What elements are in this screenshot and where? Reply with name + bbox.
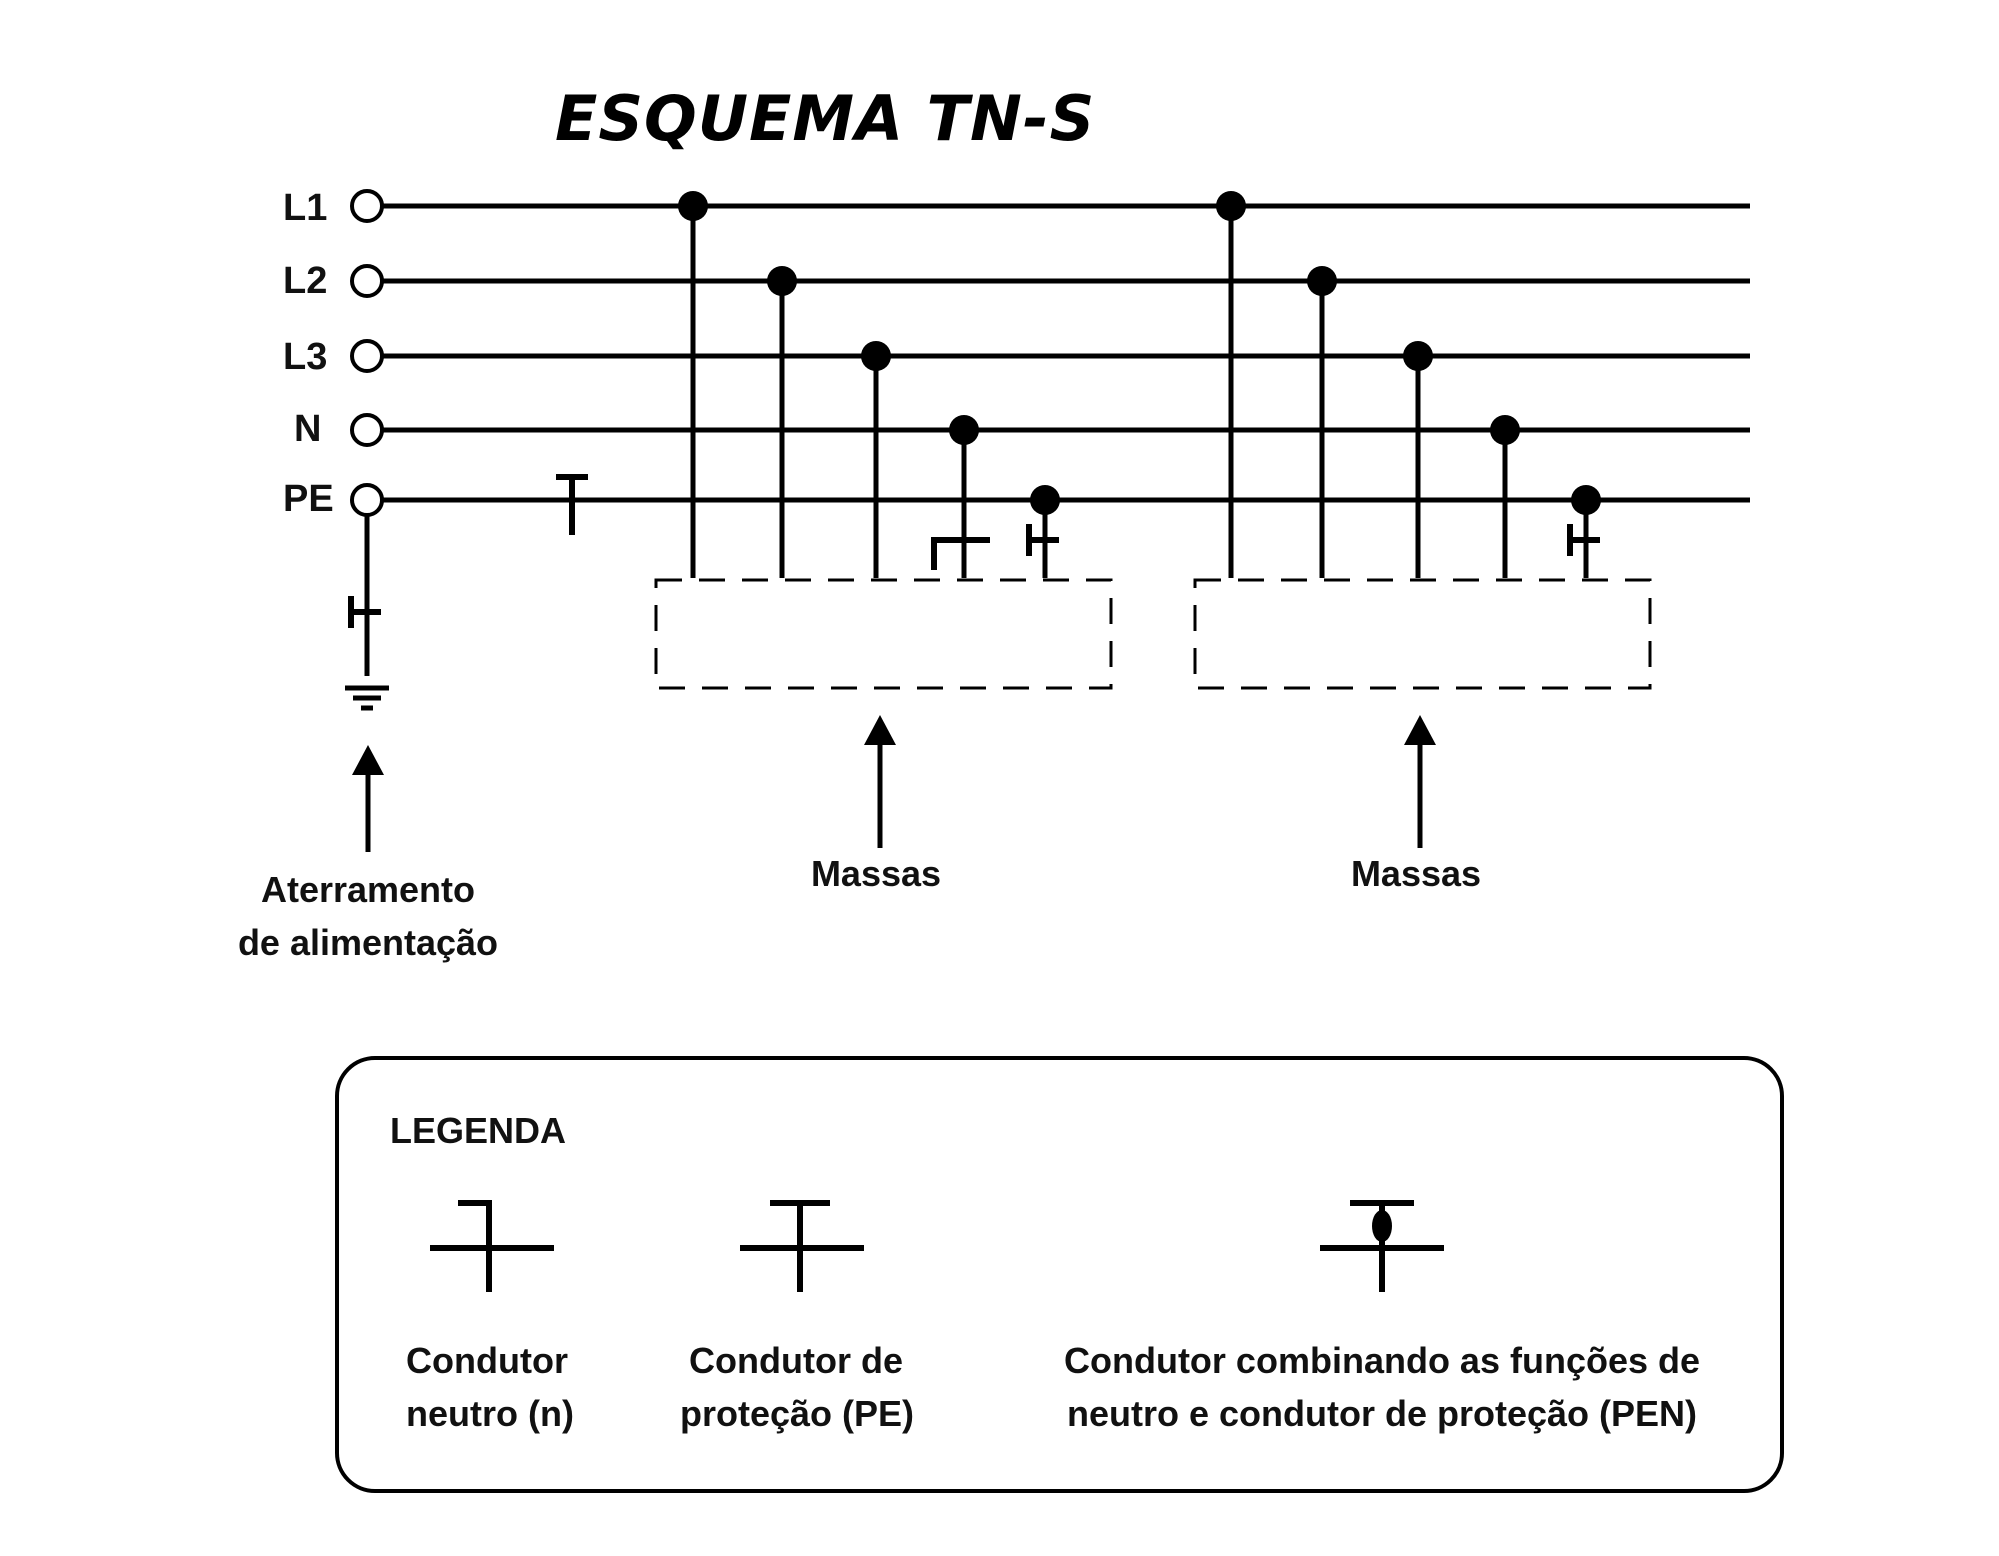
neutral-conductor-icon (430, 1200, 554, 1292)
terminal-l1 (352, 191, 382, 221)
mass-enclosure-left (656, 580, 1111, 688)
ground-icon (345, 688, 389, 708)
masses-label-left: Massas (810, 853, 942, 894)
junction-dot (1030, 485, 1060, 515)
legend (337, 1058, 1782, 1491)
line-label-l2: L2 (283, 260, 328, 302)
terminal-l3 (352, 341, 382, 371)
source-terminals (352, 191, 382, 515)
arrow-up-icon (1404, 715, 1436, 848)
line-label-l1: L1 (283, 187, 328, 229)
legend-title: LEGENDA (390, 1110, 567, 1151)
arrow-up-icon (864, 715, 896, 848)
line-label-n: N (294, 408, 322, 450)
masses-label-right: Massas (1350, 853, 1482, 894)
source-ground (345, 515, 389, 708)
legend-item-label: Condutor de (689, 1340, 903, 1381)
source-ground-label-line2: de alimentação (237, 922, 499, 963)
junction-dot (1403, 341, 1433, 371)
left-load-connections (678, 191, 1060, 578)
junction-dot (1490, 415, 1520, 445)
legend-item-label: Condutor (406, 1340, 568, 1381)
protective-conductor-icon (740, 1203, 864, 1292)
junction-dot (861, 341, 891, 371)
junction-dot (1307, 266, 1337, 296)
legend-item-label: Condutor combinando as funções de (1063, 1340, 1701, 1381)
junction-dot (949, 415, 979, 445)
line-label-pe: PE (283, 478, 334, 520)
mass-enclosure-right (1195, 580, 1650, 688)
legend-item-label: neutro (n) (406, 1393, 574, 1434)
terminal-n (352, 415, 382, 445)
line-label-l3: L3 (283, 336, 328, 378)
junction-dot (1571, 485, 1601, 515)
terminal-pe (352, 485, 382, 515)
terminal-l2 (352, 266, 382, 296)
diagram-title: ESQUEMA TN-S (555, 82, 1096, 155)
junction-dot (678, 191, 708, 221)
pe-symbol-on-line (556, 477, 588, 535)
junction-dot (767, 266, 797, 296)
legend-item-label: neutro e condutor de proteção (PEN) (1066, 1393, 1698, 1434)
legend-item-label: proteção (PE) (679, 1393, 915, 1434)
arrow-up-icon (352, 745, 384, 852)
junction-dot (1216, 191, 1246, 221)
right-load-connections (1216, 191, 1601, 578)
pen-conductor-icon (1320, 1203, 1444, 1292)
source-ground-label: Aterramento (260, 869, 476, 910)
